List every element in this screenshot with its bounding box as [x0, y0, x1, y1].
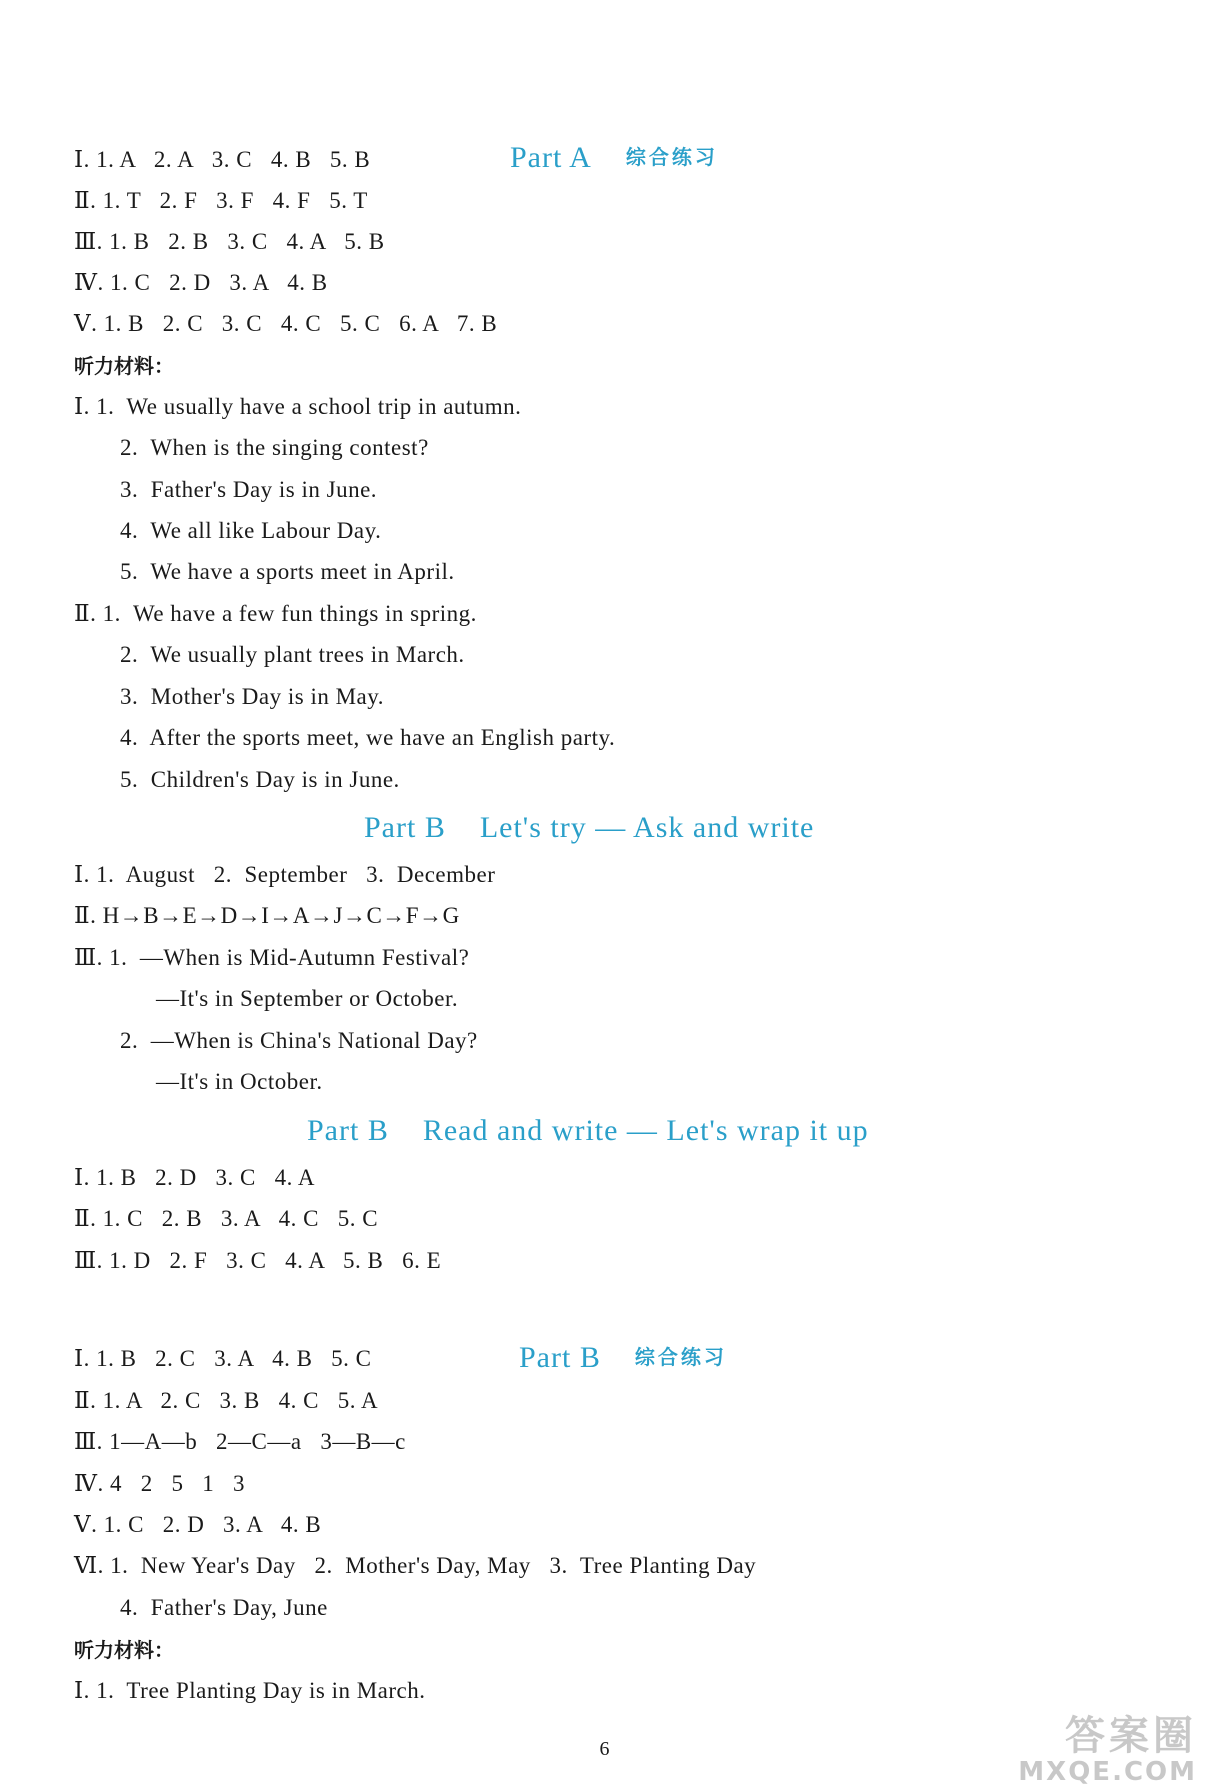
- section-title-text: Part A: [510, 141, 592, 174]
- answer-line: 2. —When is China's National Day?: [120, 1028, 478, 1053]
- answer-line: —It's in September or October.: [156, 986, 459, 1011]
- answer-line: Ⅲ. 1. —When is Mid-Autumn Festival?: [74, 945, 470, 970]
- listening-line: Ⅱ. 1. We have a few fun things in spring.: [74, 601, 477, 626]
- answer-line: Ⅵ. 1. New Year's Day 2. Mother's Day, May 3. Tree Planting Day: [74, 1553, 757, 1578]
- section-title-part-a-review: [476, 86, 718, 174]
- listening-line: Ⅰ. 1. We usually have a school trip in autumn.: [74, 394, 522, 419]
- answer-line: Ⅳ. 4 2 5 1 3: [74, 1471, 245, 1496]
- listening-line: Ⅰ. 1. Tree Planting Day is in March.: [74, 1678, 426, 1703]
- section-title-part-b-read: Part B Read and write — Let's wrap it up: [307, 1114, 869, 1147]
- answer-line: Ⅱ. 1. C 2. B 3. A 4. C 5. C: [74, 1206, 379, 1231]
- listening-line: 3. Mother's Day is in May.: [120, 684, 385, 709]
- answer-line: Ⅰ. 1. August 2. September 3. December: [74, 862, 496, 887]
- listening-line: 4. We all like Labour Day.: [120, 518, 382, 543]
- listening-label: 听力材料：: [74, 1638, 174, 1662]
- section-title-part-b-try: Part B Let's try — Ask and write: [364, 811, 815, 844]
- answer-line: —It's in October.: [156, 1069, 323, 1094]
- answer-line: Ⅲ. 1. B 2. B 3. C 4. A 5. B: [74, 229, 385, 254]
- answer-line: Ⅴ. 1. C 2. D 3. A 4. B: [74, 1512, 322, 1537]
- listening-line: 2. When is the singing contest?: [120, 435, 429, 460]
- listening-line: 5. We have a sports meet in April.: [120, 559, 455, 584]
- listening-line: 5. Children's Day is in June.: [120, 767, 400, 792]
- watermark-text: 答案圈: [1065, 1713, 1197, 1759]
- watermark-logo: [1018, 1714, 1197, 1786]
- answer-line: Ⅱ. H→B→E→D→I→A→J→C→F→G: [74, 903, 460, 928]
- answer-line: Ⅱ. 1. A 2. C 3. B 4. C 5. A: [74, 1388, 379, 1413]
- answer-line: Ⅱ. 1. T 2. F 3. F 4. F 5. T: [74, 188, 368, 213]
- answer-line: Ⅰ. 1. B 2. C 3. A 4. B 5. C: [74, 1346, 372, 1371]
- section-title-part-b-review: [485, 1286, 727, 1374]
- listening-line: 4. After the sports meet, we have an English party.: [120, 725, 616, 750]
- answer-line: 4. Father's Day, June: [120, 1595, 328, 1620]
- section-title-text: Part B: [519, 1341, 601, 1374]
- section-title-cn: 综合练习: [634, 1345, 727, 1369]
- answer-line: Ⅰ. 1. B 2. D 3. C 4. A: [74, 1165, 315, 1190]
- listening-line: 2. We usually plant trees in March.: [120, 642, 465, 667]
- page-number: 6: [599, 1738, 610, 1760]
- section-title-cn: 综合练习: [625, 145, 718, 169]
- answer-line: Ⅴ. 1. B 2. C 3. C 4. C 5. C 6. A 7. B: [74, 311, 498, 336]
- answer-line: Ⅳ. 1. C 2. D 3. A 4. B: [74, 270, 328, 295]
- listening-line: 3. Father's Day is in June.: [120, 477, 378, 502]
- answer-line: Ⅲ. 1. D 2. F 3. C 4. A 5. B 6. E: [74, 1248, 442, 1273]
- watermark-url: MXQE.COM: [1018, 1757, 1197, 1787]
- answer-line: Ⅰ. 1. A 2. A 3. C 4. B 5. B: [74, 147, 371, 172]
- listening-label: 听力材料：: [74, 354, 174, 378]
- answer-line: Ⅲ. 1—A—b 2—C—a 3—B—c: [74, 1429, 406, 1454]
